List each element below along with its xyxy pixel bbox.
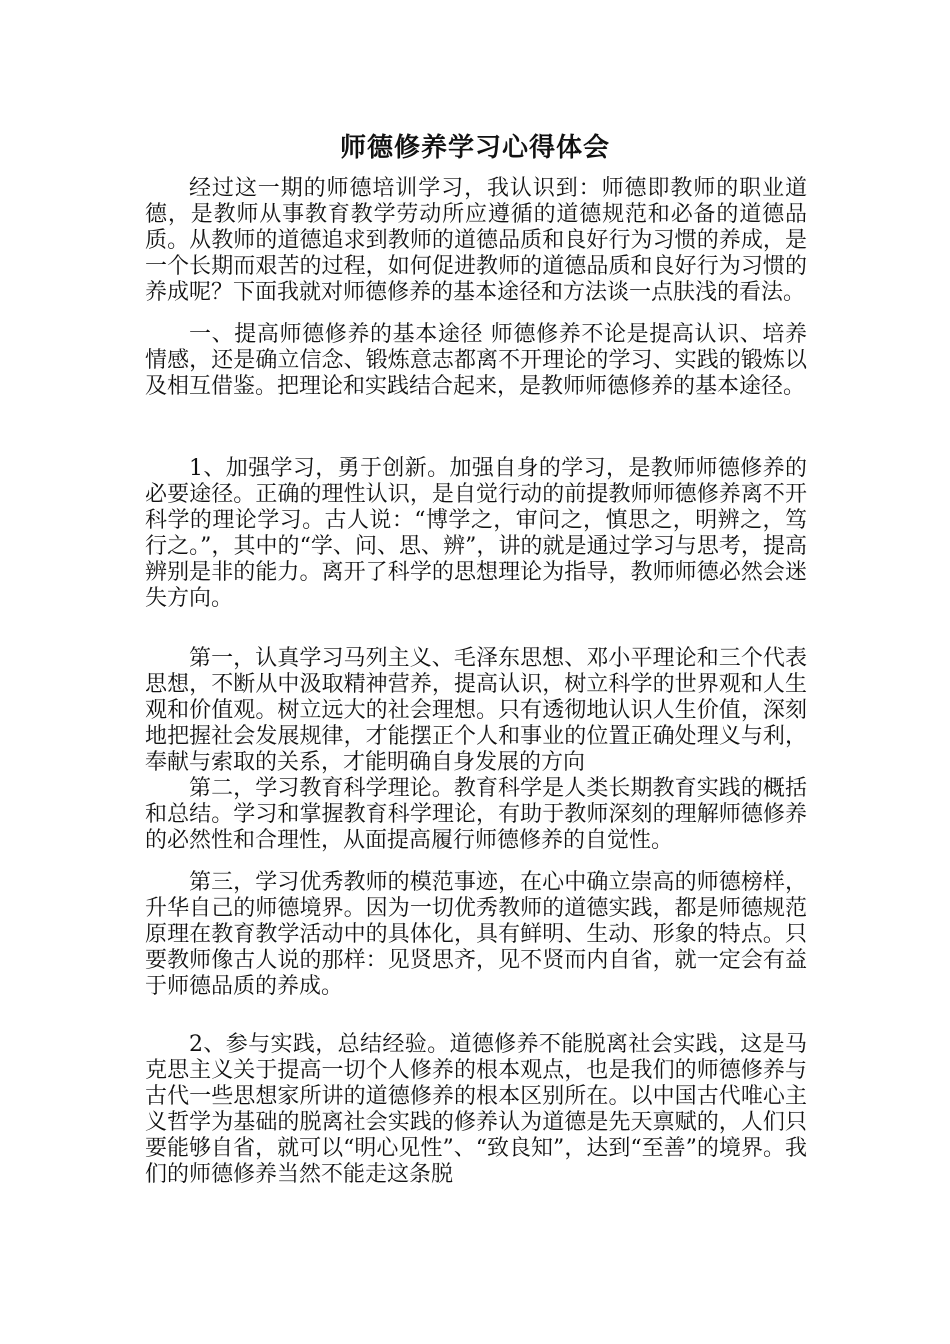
paragraph-practice: 2、参与实践，总结经验。道德修养不能脱离社会实践，这是马克思主义关于提高一切个人修养的根本观点，也是我们的师德修养与古代一些思想家所讲的道德修养的根本区别所在。以中国古代唯心主义哲学为基础的脱离社会实践的修养认为道德是先天禀赋的，人们只要能够自省，就可以“明心见性”、“致良知”，达到“至善”的境界。我们的师德修养当然不能走这条脱	[145, 1032, 807, 1187]
paragraph-intro: 经过这一期的师德培训学习，我认识到：师德即教师的职业道德，是教师从事教育教学劳动所应遵循的道德规范和必备的道德品质。从教师的道德追求到教师的道德品质和良好行为习惯的养成，是一个长期而艰苦的过程，如何促进教师的道德品质和良好行为习惯的养成呢？下面我就对师德修养的基本途径和方法谈一点肤浅的看法。	[145, 176, 807, 305]
paragraph-section-one: 一、提高师德修养的基本途径 师德修养不论是提高认识、培养情感，还是确立信念、锻炼意志都离不开理论的学习、实践的锻炼以及相互借鉴。把理论和实践结合起来，是教师师德修养的基本途径。	[145, 322, 807, 399]
paragraph-study: 1、加强学习，勇于创新。加强自身的学习，是教师师德修养的必要途径。正确的理性认识，是自觉行动的前提教师师德修养离不开科学的理论学习。古人说：“博学之，审问之，慎思之，明辨之，笃行之。”，其中的“学、问、思、辨”，讲的就是通过学习与思考，提高辨别是非的能力。离开了科学的思想理论为指导，教师师德必然会迷失方向。	[145, 456, 807, 611]
paragraph-first: 第一，认真学习马列主义、毛泽东思想、邓小平理论和三个代表思想，不断从中汲取精神营养，提高认识，树立科学的世界观和人生观和价值观。树立远大的社会理想。只有透彻地认识人生价值，深刻地把握社会发展规律，才能摆正个人和事业的位置正确处理义与利，奉献与索取的关系，才能明确自身发展的方向	[145, 646, 807, 775]
paragraph-third: 第三，学习优秀教师的模范事迹，在心中确立崇高的师德榜样，升华自己的师德境界。因为一切优秀教师的道德实践，都是师德规范原理在教育教学活动中的具体化，具有鲜明、生动、形象的特点。只要教师像古人说的那样：见贤思齐，见不贤而内自省，就一定会有益于师德品质的养成。	[145, 870, 807, 999]
document-title: 师德修养学习心得体会	[339, 133, 610, 163]
paragraph-second: 第二，学习教育科学理论。教育科学是人类长期教育实践的概括和总结。学习和掌握教育科学理论，有助于教师深刻的理解师德修养的必然性和合理性，从面提高履行师德修养的自觉性。	[145, 776, 807, 853]
